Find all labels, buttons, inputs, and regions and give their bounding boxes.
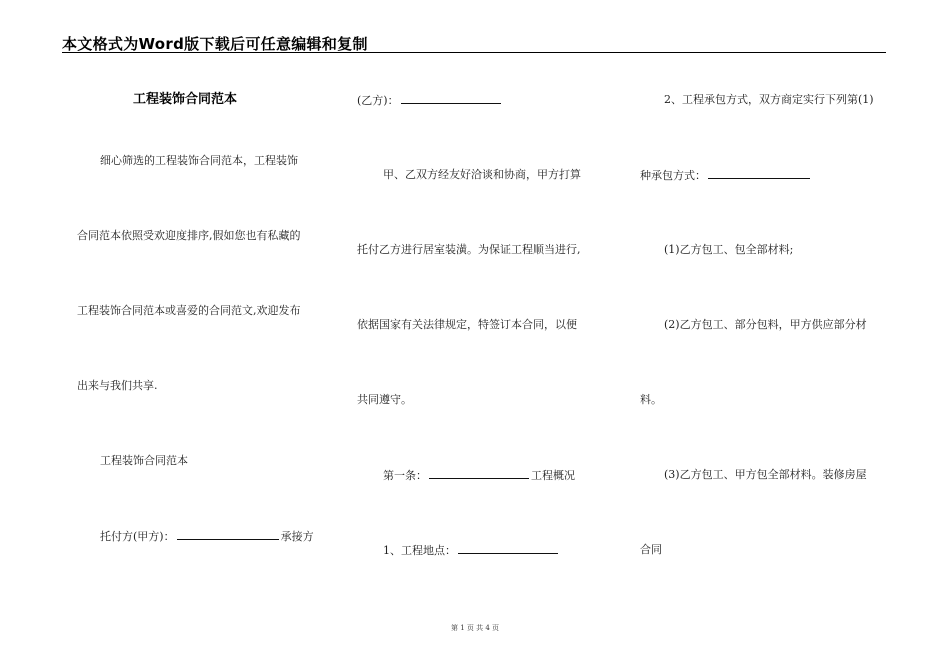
article-1-blank <box>429 468 529 479</box>
option-3-continuation: 合同 <box>640 543 662 556</box>
article-1-label: 第一条： <box>383 469 427 482</box>
header-rule <box>62 52 886 53</box>
contract-subtitle: 工程装饰合同范本 <box>100 454 188 467</box>
option-2: (2)乙方包工、部分包料，甲方供应部分材 <box>664 318 867 331</box>
option-2-continuation: 料。 <box>640 393 662 406</box>
intro-line-2: 合同范本依照受欢迎度排序,假如您也有私藏的 <box>77 229 301 242</box>
item-1-label: 1、工程地点： <box>383 544 456 557</box>
party-a-suffix: 承接方 <box>280 530 314 543</box>
document-banner: 本文格式为Word版下载后可任意编辑和复制 <box>62 35 368 53</box>
item-2-line: 2、工程承包方式，双方商定实行下列第(1) <box>664 93 874 106</box>
contract-mode-label: 种承包方式： <box>640 169 706 182</box>
party-a-blank <box>177 529 279 540</box>
article-1-line <box>383 468 575 483</box>
party-a-line <box>100 529 314 544</box>
option-1: (1)乙方包工、包全部材料; <box>664 243 794 256</box>
option-3: (3)乙方包工、甲方包全部材料。装修房屋 <box>664 468 867 481</box>
party-b-label: (乙方)： <box>357 94 399 107</box>
intro-line-3: 工程装饰合同范本或喜爱的合同范文,欢迎发布 <box>77 304 301 317</box>
contract-mode-line <box>640 168 812 183</box>
body-line-2: 托付乙方进行居室装潢。为保证工程顺当进行, <box>357 243 581 256</box>
body-line-1: 甲、乙双方经友好洽谈和协商，甲方打算 <box>383 168 581 181</box>
item-1-line <box>383 543 560 558</box>
page-number: 第 1 页 共 4 页 <box>450 624 500 632</box>
body-line-4: 共同遵守。 <box>357 393 412 406</box>
article-1-suffix: 工程概况 <box>531 469 575 482</box>
party-a-label: 托付方(甲方)： <box>100 530 175 543</box>
contract-mode-blank <box>708 168 810 179</box>
body-line-3: 依据国家有关法律规定，特签订本合同，以便 <box>357 318 577 331</box>
item-1-blank <box>458 543 558 554</box>
intro-line-1: 细心筛选的工程装饰合同范本，工程装饰 <box>100 154 298 167</box>
party-b-line <box>357 93 503 108</box>
party-b-blank <box>401 93 501 104</box>
intro-line-4: 出来与我们共享. <box>77 379 158 392</box>
document-title: 工程装饰合同范本 <box>133 92 238 107</box>
